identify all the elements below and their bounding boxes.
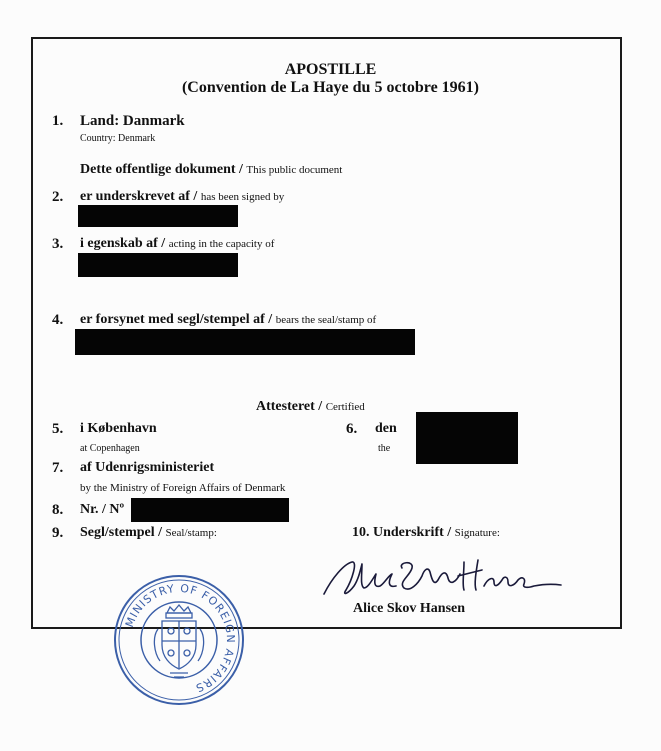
public-document-en: This public document [246, 164, 343, 176]
seal-of-en: bears the seal/stamp of [275, 314, 377, 326]
document-subtitle: (Convention de La Haye du 5 octobre 1961) [181, 79, 480, 96]
signature-da: Underskrift / [373, 525, 452, 540]
item-number-7: 7. [52, 460, 64, 476]
item-number-6: 6. [346, 421, 358, 437]
redacted-capacity [78, 253, 238, 277]
document-title: APOSTILLE [284, 61, 377, 78]
certified-label [256, 400, 365, 414]
signed-by-da: er underskrevet af / [80, 189, 198, 204]
signed-by-en: has been signed by [200, 191, 285, 203]
date-da: den [375, 421, 397, 436]
signature-en: Signature: [454, 527, 500, 539]
ministry-da: af Udenrigsministeriet [80, 460, 215, 475]
land-label: Land: Danmark [80, 113, 185, 129]
item-number-2: 2. [52, 189, 64, 205]
svg-text:MINISTRY OF FOREIGN AFFAIRS: MINISTRY OF FOREIGN AFFAIRS [122, 581, 238, 695]
stamp-label [80, 526, 217, 540]
redacted-seal-owner [75, 329, 415, 355]
certified-da: Attesteret / [256, 399, 323, 414]
item-number-4: 4. [52, 312, 64, 328]
stamp-en: Seal/stamp: [165, 527, 217, 539]
certified-en: Certified [325, 401, 365, 413]
item-number-5: 5. [52, 421, 64, 437]
seal-of-da: er forsynet med segl/stempel af / [80, 312, 273, 327]
item-number-3: 3. [52, 236, 64, 252]
capacity-label [80, 237, 274, 251]
stamp-da: Segl/stempel / [80, 525, 163, 540]
place-en: at Copenhagen [80, 443, 140, 454]
public-document-da: Dette offentlige dokument / [80, 162, 243, 177]
redacted-date [416, 412, 518, 464]
item-number-1: 1. [52, 113, 64, 129]
signature-label [352, 526, 500, 540]
item-number-8: 8. [52, 502, 64, 518]
country-label: Country: Denmark [80, 133, 156, 144]
date-en: the [378, 443, 391, 454]
item-number-9: 9. [52, 525, 64, 541]
handwritten-signature [318, 552, 563, 608]
public-document-label [80, 163, 342, 177]
seal-of-label [80, 313, 376, 327]
item-number-10: 10. [352, 525, 370, 540]
redacted-number [131, 498, 289, 522]
capacity-da: i egenskab af / [80, 236, 166, 251]
ministry-en: by the Ministry of Foreign Affairs of Denmark [80, 482, 286, 494]
redacted-signer-name [78, 205, 238, 227]
signer-name: Alice Skov Hansen [353, 601, 466, 616]
capacity-en: acting in the capacity of [168, 238, 275, 250]
signed-by-label [80, 190, 284, 204]
number-label: Nr. / Nº [80, 502, 125, 517]
ministry-seal [112, 573, 246, 707]
place-da: i København [80, 421, 157, 436]
